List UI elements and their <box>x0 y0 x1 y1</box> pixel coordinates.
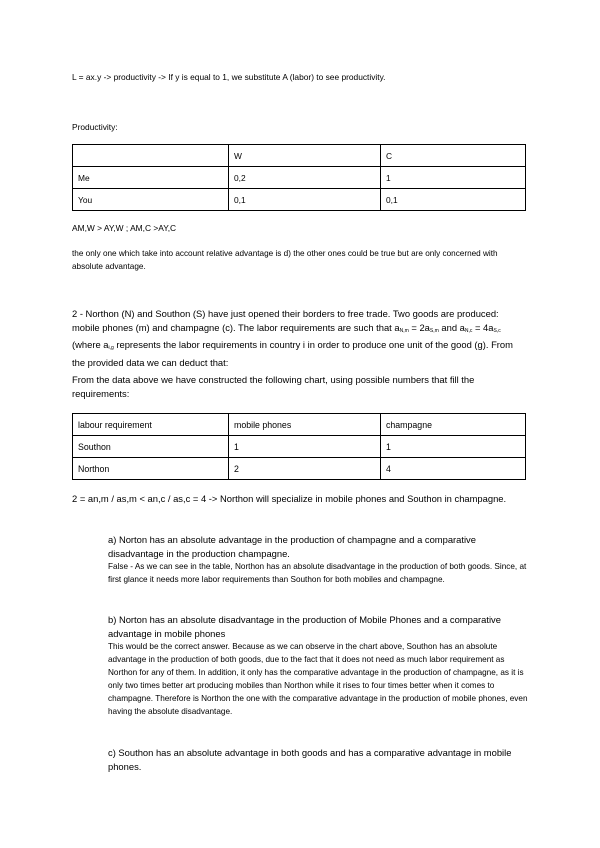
table-header-cell: mobile phones <box>229 414 381 436</box>
table-cell: 1 <box>229 436 381 458</box>
table-cell: 1 <box>381 436 526 458</box>
ratio-line: 2 = an,m / as,m < an,c / as,c = 4 -> Northon will specialize in mobile phones and Southon in champagne. <box>72 493 507 504</box>
option-b-statement: b) Norton has an absolute disadvantage in the production of Mobile Phones and a comparative advantage in mobile phones <box>108 614 501 639</box>
chart-intro: From the data above we have constructed the following chart, using possible numbers that fill the requirements: <box>72 374 475 399</box>
table-row <box>73 458 526 480</box>
table-cell: 2 <box>229 458 381 480</box>
table-header-cell: C <box>381 145 526 167</box>
table-cell: 0,1 <box>381 189 526 211</box>
table-header-cell: W <box>229 145 381 167</box>
productivity-heading: Productivity: <box>72 122 118 132</box>
option-a-answer: False - As we can see in the table, Northon has an absolute disadvantage in the production of both goods. Since, at first glance it needs more labor requirements than Southon for both mobiles and champagne. <box>108 562 527 584</box>
labour-requirement-table <box>72 413 526 480</box>
option-a-statement: a) Norton has an absolute advantage in the production of champagne and a comparative disadvantage in the production champagne. <box>108 534 476 559</box>
table-cell: 1 <box>381 167 526 189</box>
table-row <box>73 189 526 211</box>
table-header-cell: labour requirement <box>73 414 229 436</box>
table-cell: 0,1 <box>229 189 381 211</box>
table-cell: Southon <box>73 436 229 458</box>
table-row <box>73 436 526 458</box>
table-header-cell: champagne <box>381 414 526 436</box>
formula-line: L = ax.y -> productivity -> If y is equal to 1, we substitute A (labor) to see productivity. <box>72 72 386 82</box>
table-header-row <box>73 414 526 436</box>
inequality-line: AM,W > AY,W ; AM,C >AY,C <box>72 223 177 233</box>
table-cell: 0,2 <box>229 167 381 189</box>
option-c-statement: c) Southon has an absolute advantage in both goods and has a comparative advantage in mobile phones. <box>108 747 512 772</box>
table-cell: Northon <box>73 458 229 480</box>
table-row <box>73 167 526 189</box>
productivity-table <box>72 144 526 211</box>
remark-paragraph: the only one which take into account relative advantage is d) the other ones could be true but are only concerned with absolute advantage. <box>72 249 498 271</box>
table-cell: 4 <box>381 458 526 480</box>
table-cell: Me <box>73 167 229 189</box>
option-b-answer: This would be the correct answer. Because as we can observe in the chart above, Southon has an absolute advantage in the production of both goods, due to the fact that it does not need as much labor requirement as Northon for any of them. In addition, it only has the comparative advantage in the production of champagne, as it is only two times better art producing mobiles than Northon while it rises to four times better when it comes to champagne. Therefore is Northon the one with the comparative advantage in the production of mobile phones, even having the absolute disadvantage. <box>108 642 528 716</box>
table-header-cell <box>73 145 229 167</box>
question-2: 2 - Northon (N) and Southon (S) have just opened their borders to free trade. Two goods are produced: mobile phones (m) and champagne (c). The labor requirements are such that $a_{N,m} = 2a_{S,m}$ and $a_{N,c} = 4a_{S,c}$ (where $a_{i,g}$ represents the labor requirements in country i in order to produce one unit of the good (g). From the provided data we can deduct that: <box>72 308 513 368</box>
table-header-row <box>73 145 526 167</box>
table-cell: You <box>73 189 229 211</box>
